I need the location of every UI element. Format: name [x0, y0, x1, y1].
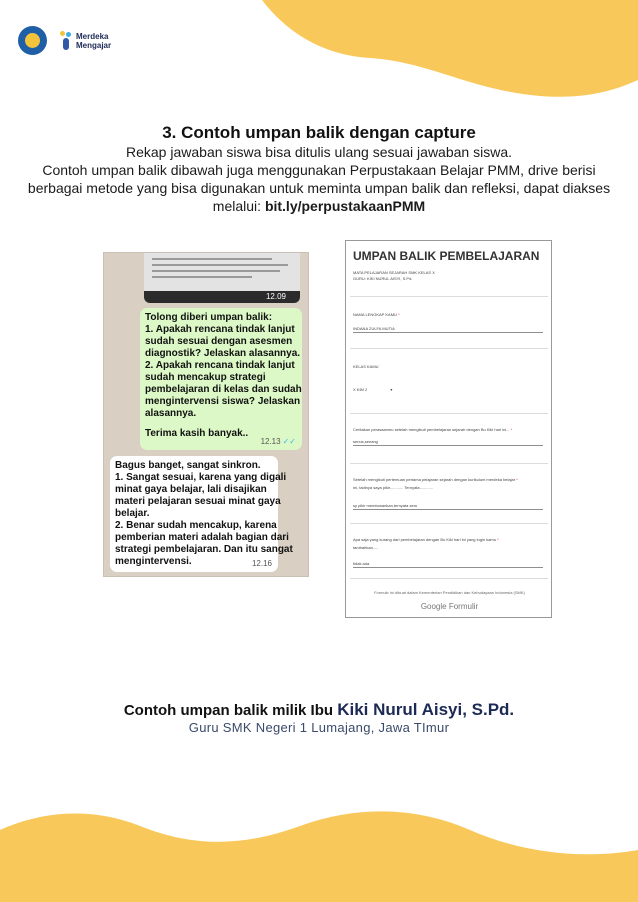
out-line: sudah sesuai dengan asesmen [145, 336, 293, 347]
image-timestamp: 12.09 [265, 292, 286, 301]
q4-label-2: ini, tadinya saya pikir............ Ternyata............ [353, 485, 433, 490]
out-line: 2. Apakah rencana tindak lanjut [145, 360, 295, 371]
caption [0, 700, 638, 720]
in-line: 1. Sangat sesuai, karena yang digali [115, 472, 287, 483]
in-line: Bagus banget, sangat sinkron. [115, 460, 261, 471]
description-line-2: Contoh umpan balik dibawah juga menggunakan Perpustakaan Belajar PMM, drive berisi [42, 162, 596, 178]
required-mark: * [497, 537, 499, 542]
form-subject: MATA PELAJARAN SEJARAH SMK KELAS X [353, 270, 435, 275]
logo-text-line2: Mengajar [76, 40, 112, 50]
q1-label-text: NAMA LENGKAP KAMU [353, 312, 397, 317]
logo-text-line1: Merdeka [76, 31, 109, 41]
q2-select[interactable] [353, 387, 392, 392]
required-mark: * [510, 427, 513, 432]
dropdown-arrow-icon: ▾ [390, 387, 393, 392]
perpustakaan-link[interactable]: bit.ly/perpustakaanPMM [264, 198, 426, 214]
required-mark: * [516, 477, 518, 482]
teacher-school: Guru SMK Negeri 1 Lumajang, Jawa TImur [188, 720, 450, 735]
out-line: diagnostik? Jelaskan alasannya. [145, 348, 301, 359]
q2-label: KELAS KAMU [353, 364, 379, 369]
in-line: materi pelajaran sesuai minat gaya [115, 496, 281, 507]
q3-label [353, 427, 512, 432]
out-line: sudah mencakup strategi [145, 372, 266, 383]
form-footer: Formulir ini dibuat dalam Kementerian Pendidikan dan Kebudayaan Indonesia (SMK) [374, 590, 525, 595]
form-teacher: GURU: KIKI NURUL AISYI, S.Pd. [353, 276, 413, 281]
tut-wuri-handayani-logo [18, 26, 47, 55]
caption-prefix: Contoh umpan balik milik Ibu [123, 702, 338, 719]
in-line: pemberian materi adalah bagian dari [115, 532, 289, 543]
q3-label-text: Ceritakan perasaanmu setelah mengikuti pembelajaran sejarah dengan Bu Kiki hari ini... [353, 427, 510, 432]
description-line-1: Rekap jawaban siswa bisa ditulis ulang sesuai jawaban siswa. [126, 144, 512, 160]
merdeka-mengajar-mark-icon [60, 31, 72, 51]
header-logos [18, 26, 111, 55]
q2-selected-value: X KIM 2 [353, 387, 368, 392]
out-line: Terima kasih banyak.. [145, 428, 249, 439]
in-line: belajar. [115, 508, 150, 519]
q5-label-1 [353, 537, 499, 542]
q4-answer[interactable]: sy pikir membosankan,ternyata seru [353, 503, 418, 508]
out-line: pembelajaran di kelas dan sudah [145, 384, 302, 395]
section-heading: 3. Contoh umpan balik dengan capture [162, 123, 476, 142]
in-line: 2. Benar sudah mencakup, karena [115, 520, 277, 531]
out-line: 1. Apakah rencana tindak lanjut [145, 324, 295, 335]
teacher-name: Kiki Nurul Aisyi, S.Pd. [337, 700, 515, 719]
q5-label-2: tambahkan..... [353, 545, 379, 550]
incoming-message-bubble [110, 456, 293, 572]
q1-label [353, 312, 400, 317]
required-mark: * [398, 312, 400, 317]
out-line: mengintervensi siswa? Jelaskan [145, 396, 301, 407]
out-line: Tolong diberi umpan balik: [145, 312, 273, 323]
q4-label-text: Setelah mengikuti pertemuan pertama pelajaran sejarah dengan kurikulum merdeka belajar [353, 477, 516, 482]
outgoing-time-text: 12.13 [260, 437, 281, 446]
in-line: strategi pembelajaran. Dan itu sangat [115, 544, 293, 555]
out-line: alasannya. [145, 408, 197, 419]
section-description [24, 143, 614, 215]
google-forms-logo: Google Formulir [420, 602, 479, 611]
outgoing-message-bubble [140, 308, 302, 450]
description-line-3: berbagai metode yang bisa digunakan untuk meminta umpan balik dan refleksi, dapat diakses [27, 180, 611, 196]
in-line: minat gaya belajar, lali disajikan [115, 484, 267, 495]
q4-label-1 [353, 477, 518, 482]
read-receipt-icon: ✓✓ [282, 437, 296, 446]
forwarded-image-preview [144, 253, 300, 303]
out-line [145, 420, 297, 428]
form-title: UMPAN BALIK PEMBELAJARAN [353, 249, 540, 263]
merdeka-mengajar-logo [60, 31, 111, 51]
top-blob-shape [262, 0, 638, 97]
bottom-blob-shape [0, 811, 638, 902]
q3-answer[interactable]: senus,senang [353, 439, 378, 444]
outgoing-timestamp [261, 437, 296, 446]
link-prefix: melalui: [212, 198, 265, 214]
q5-answer[interactable]: tidak ada [353, 561, 370, 566]
description-line-4 [24, 197, 614, 215]
in-line: mengintervensi. [115, 556, 192, 567]
q5-label-text: Apa saja yang kurang dari pembelajaran dengan Bu Kiki hari ini yang ingin kamu [353, 537, 496, 542]
google-form-screenshot [345, 240, 552, 618]
whatsapp-chat-screenshot [103, 252, 309, 577]
q1-answer[interactable]: INDANA ZULFA MUTIA [353, 326, 395, 331]
incoming-timestamp: 12.16 [251, 559, 272, 568]
